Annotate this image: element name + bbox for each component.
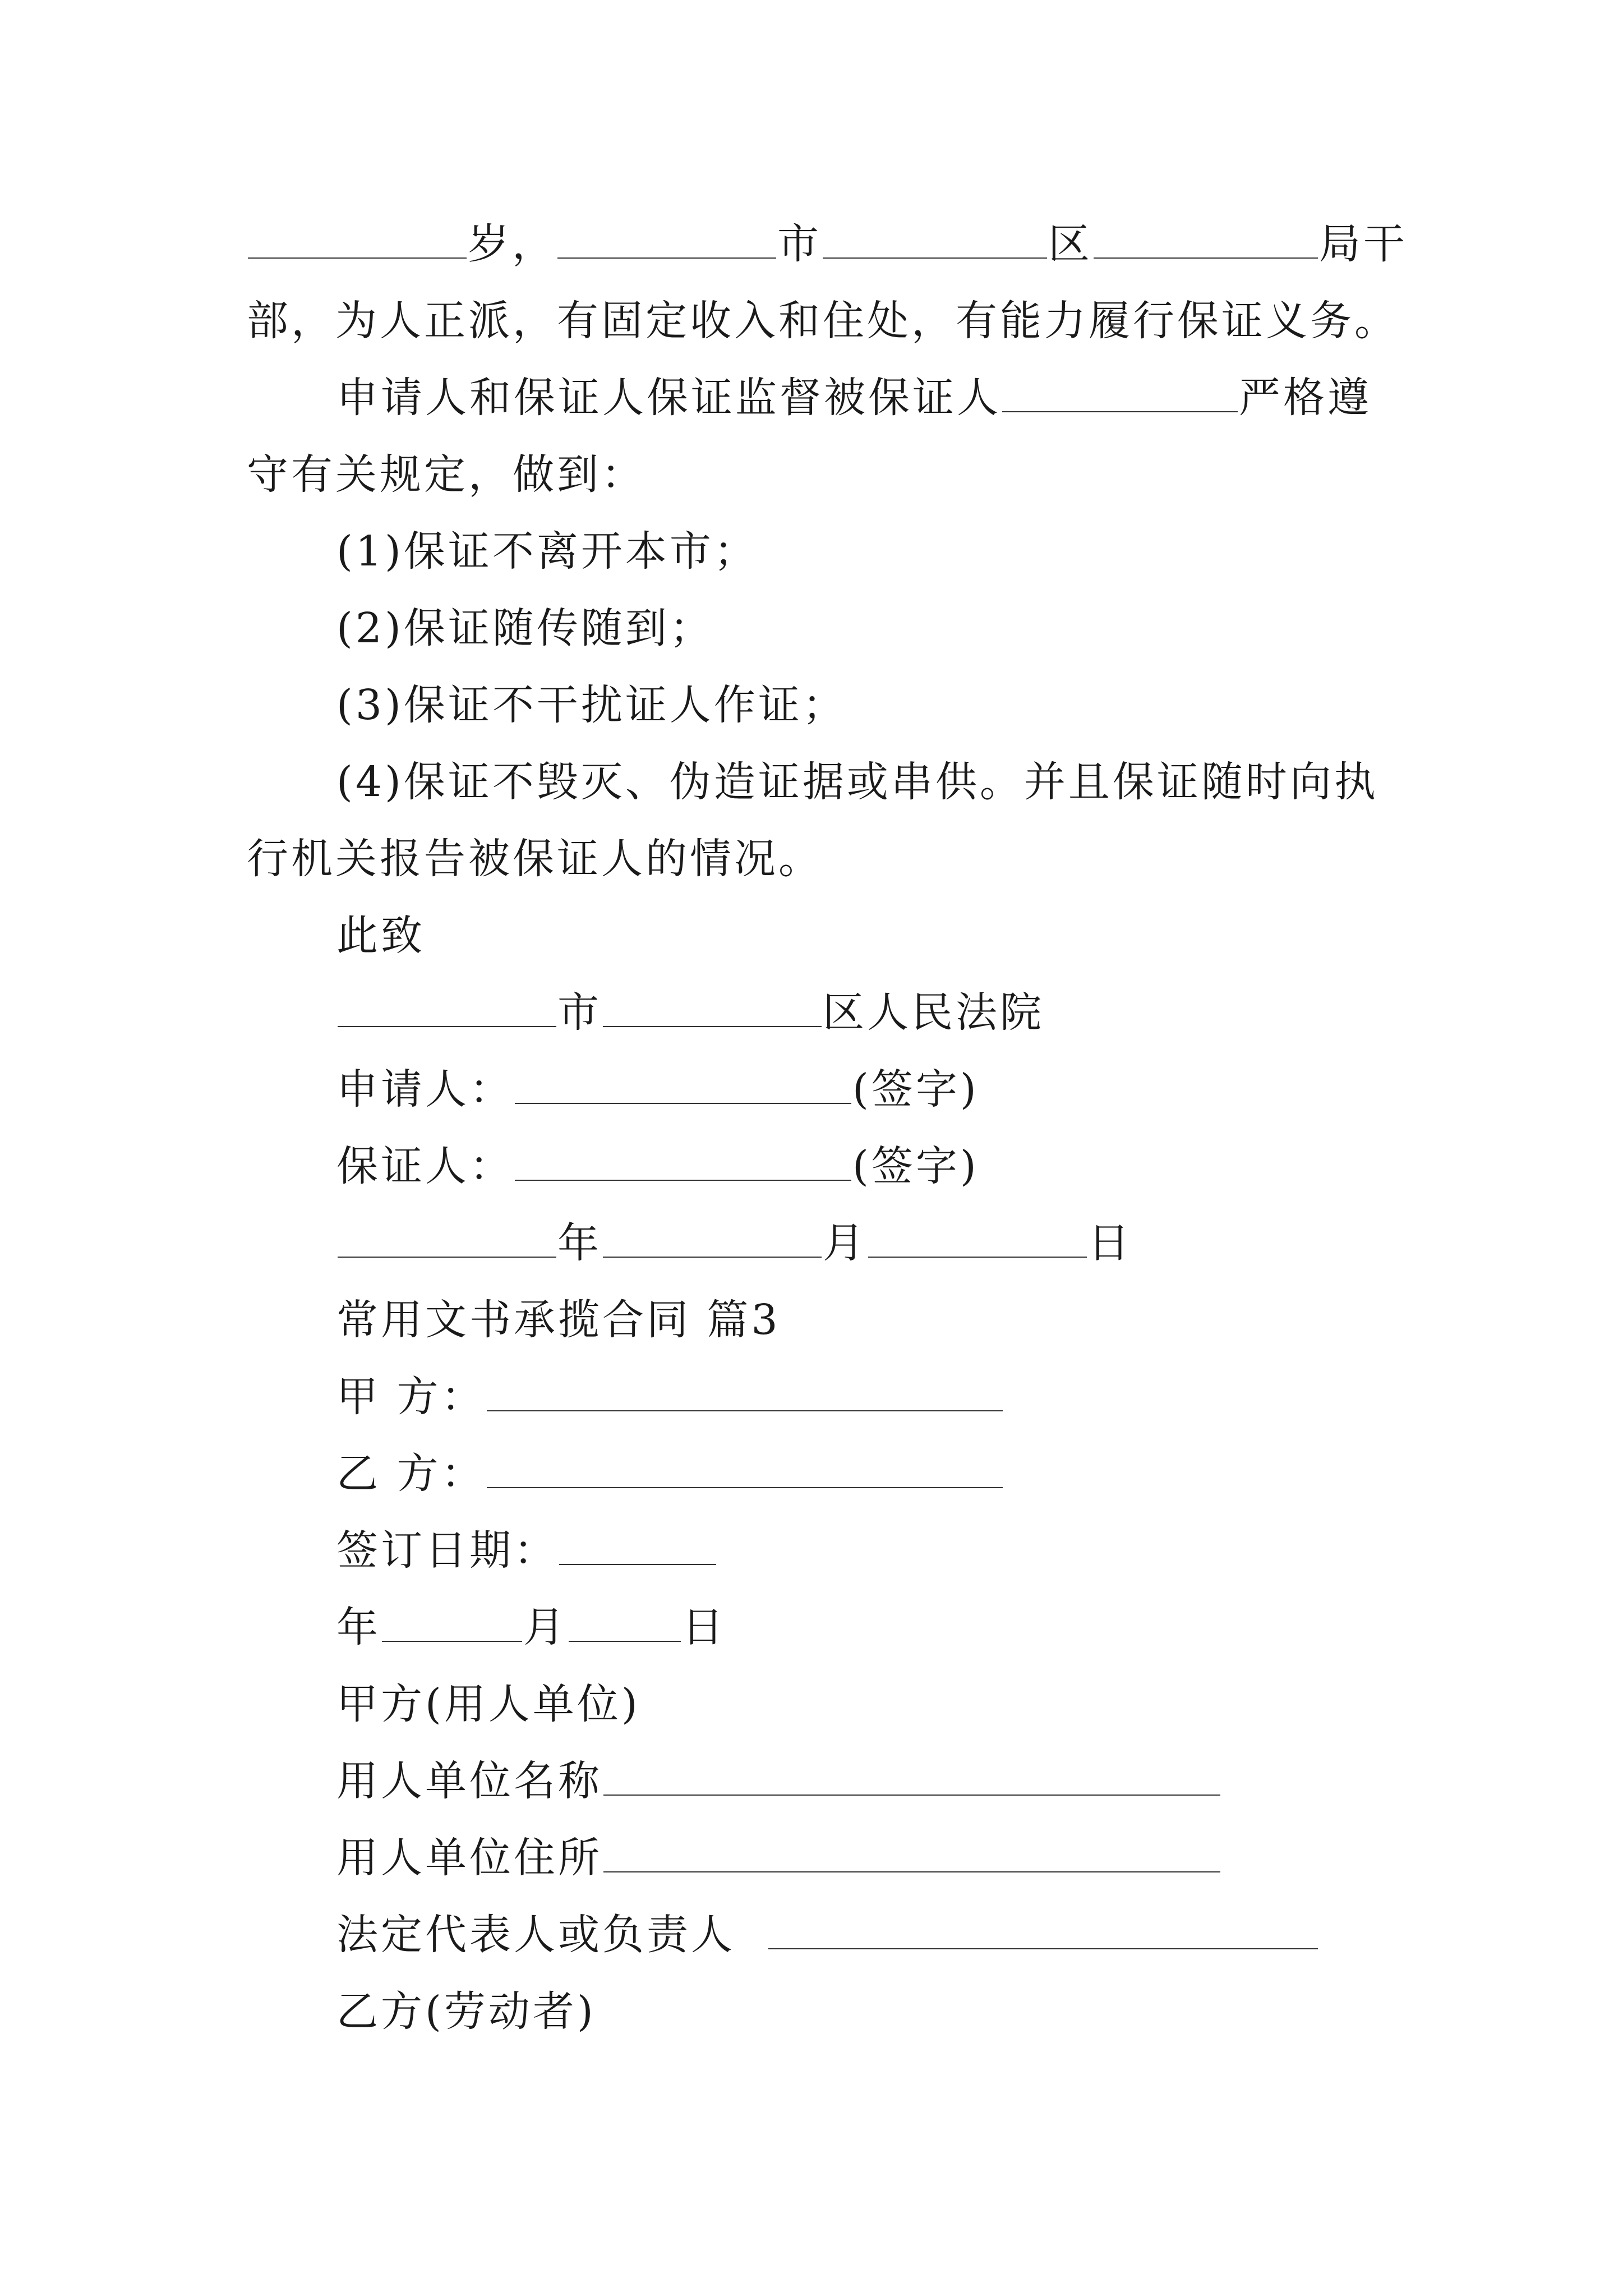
party-b-line: 乙 方： — [336, 1440, 1004, 1507]
bureau-blank — [1094, 218, 1318, 259]
employer-heading: 甲方(用人单位) — [336, 1680, 640, 1728]
court-city-blank — [338, 987, 556, 1027]
guarantor-info-line: 岁， 市 区 局干 — [247, 210, 1408, 278]
employer-address-line: 用人单位住所 — [336, 1824, 1221, 1892]
section-title: 常用文书承揽合同 篇3 — [336, 1296, 781, 1344]
salutation: 此致 — [336, 912, 425, 960]
guarantor-qualification-line: 部，为人正派，有固定收入和住处，有能力履行保证义务。 — [247, 297, 1399, 345]
court-line: 市 区人民法院 — [336, 979, 1044, 1046]
rule-item-2: (2)保证随传随到； — [336, 604, 714, 652]
employer-address-blank — [603, 1832, 1220, 1872]
supervision-statement-line: 申请人和保证人保证监督被保证人 严格遵 — [336, 364, 1372, 431]
rule-item-1: (1)保证不离开本市； — [336, 527, 758, 576]
signing-month-blank — [382, 1602, 522, 1642]
rule-item-3: (3)保证不干扰证人作证； — [336, 681, 847, 729]
date-line: 年 月 日 — [336, 1209, 1132, 1277]
employer-name-line: 用人单位名称 — [336, 1747, 1221, 1815]
party-a-line: 甲 方： — [336, 1363, 1004, 1430]
party-a-blank — [487, 1371, 1003, 1411]
city-blank — [557, 218, 776, 259]
party-b-blank — [487, 1448, 1003, 1488]
guarantor-signature-blank — [515, 1140, 851, 1181]
day-blank — [868, 1217, 1087, 1258]
signing-date-line: 签订日期： — [336, 1517, 717, 1584]
age-blank — [248, 218, 467, 259]
signing-date-blank — [559, 1525, 716, 1565]
signing-day-blank — [569, 1602, 681, 1642]
comply-rules-line: 守有关规定，做到： — [247, 450, 645, 499]
legal-rep-blank — [768, 1909, 1318, 1949]
guaranteed-person-blank — [1002, 372, 1238, 412]
rule-item-4: (4)保证不毁灭、伪造证据或串供。并且保证随时向执 — [336, 758, 1378, 806]
year-blank — [338, 1217, 556, 1258]
signing-ymd-line: 年 月 日 — [336, 1594, 726, 1661]
court-district-blank — [603, 987, 822, 1027]
employer-name-blank — [603, 1755, 1220, 1796]
applicant-signature-line: 申请人： (签字) — [336, 1056, 979, 1123]
rule-item-4-continued: 行机关报告被保证人的情况。 — [247, 835, 823, 883]
guarantor-signature-line: 保证人： (签字) — [336, 1133, 979, 1200]
month-blank — [603, 1217, 822, 1258]
district-blank — [823, 218, 1047, 259]
applicant-signature-blank — [515, 1064, 851, 1104]
legal-rep-line: 法定代表人或负责人 — [336, 1901, 1319, 1968]
employee-heading: 乙方(劳动者) — [336, 1987, 596, 2036]
